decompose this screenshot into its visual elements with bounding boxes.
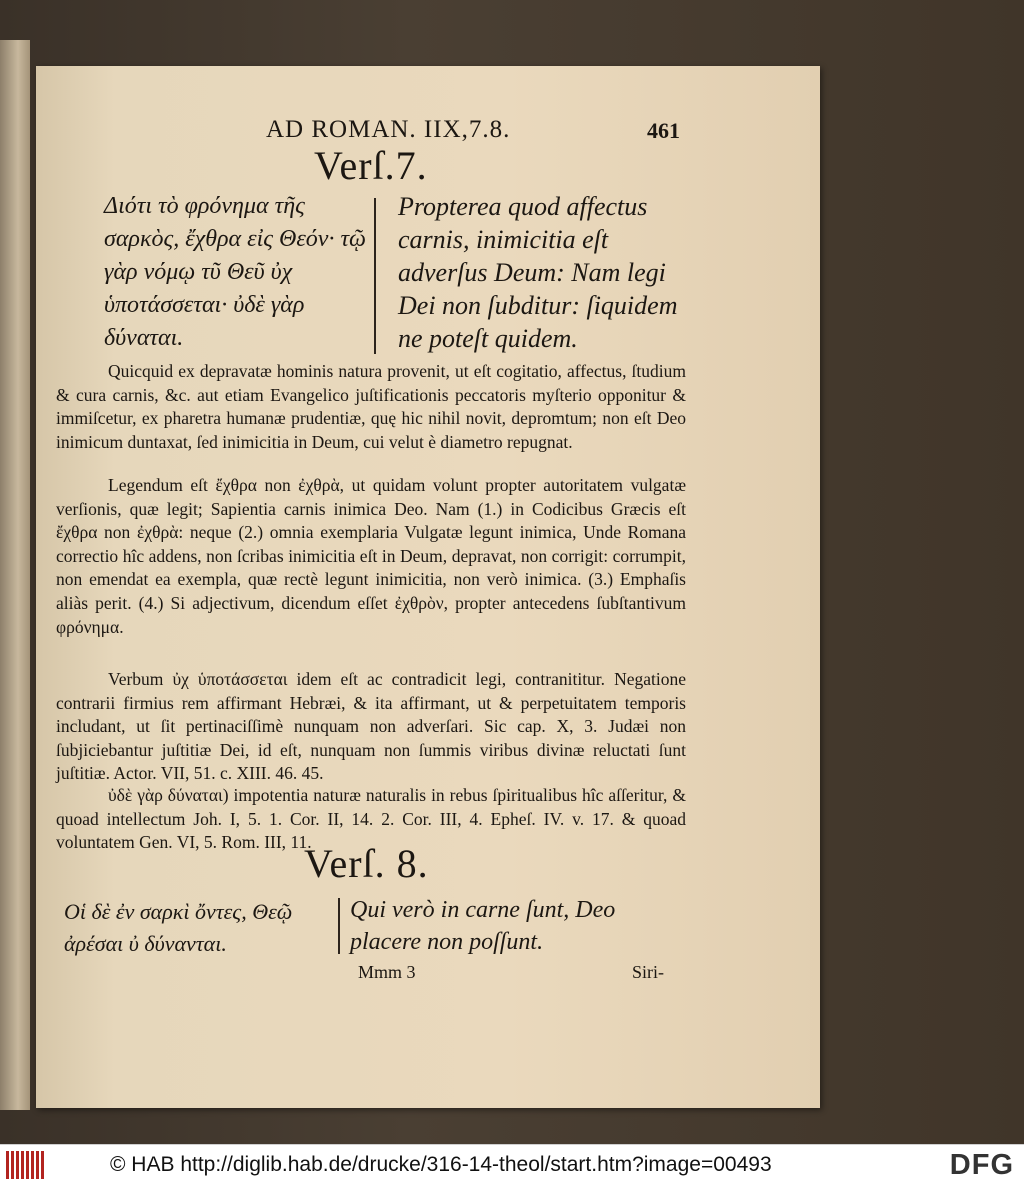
commentary-paragraph-2 (56, 474, 686, 639)
hab-logo-icon (6, 1151, 46, 1179)
verse-8-greek-text: Οἱ δὲ ἐν σαρκὶ ὄντες, Θεῷ ἀρέσαι ὐ δύνανται. (64, 899, 293, 956)
commentary-paragraph-1 (56, 360, 686, 454)
footer-bar (0, 1144, 1024, 1185)
page-number: 461 (647, 118, 680, 143)
commentary-text: ὐδὲ γὰρ δύναται) impotentia naturæ naturalis in rebus ſpiritualibus hîc aſſeritur, & quoad intellectum Joh. I, 5. 1. Cor. II, 14. 2. Cor. III, 4. Epheſ. IV. v. 17. & quoad voluntatem Gen. VI, 5. Rom. III, 11. (56, 785, 686, 853)
verse-8-latin-text: Qui verò in carne ſunt, Deo placere non poſſunt. (350, 897, 616, 955)
column-divider (338, 898, 340, 954)
commentary-text: Verbum ὐχ ὑποτάσσεται idem eſt ac contradicit legi, contranititur. Negatione contrarii firmius rem affirmant Hebræi, & ita affirmant, ut & perpetuitatem temporis includant, ut ſit pertinaciſſimè nunquam non adverſari. Sic cap. X, 3. Judæi non ſubjiciebantur juſtitiæ Dei, id eſt, nunquam non ſummis viribus divinæ reluctati ſunt juſtitiæ. Actor. VII, 51. c. XIII. 46. 45. (56, 669, 686, 784)
commentary-text: Quicquid ex depravatæ hominis natura provenit, ut eſt cogitatio, affectus, ſtudium & cura carnis, &c. aut etiam Evangelico juſtificationis peccatoris myſterio opponitur & immiſcetur, ex pharetra humanæ prudentiæ, quę hic nihil novit, depromtum; non eſt Deo inimicum duntaxat, ſed inimicitia in Deum, cui velut è diametro repugnat. (56, 361, 686, 452)
verse-7-greek-text: Διότι τὸ φρόνημα τῆς σαρκὸς, ἔχθρα εἰς Θεόν· τῷ γὰρ νόμῳ τῦ Θεῦ ὐχ ὑποτάσσεται· ὐδὲ γὰρ δύναται. (104, 193, 366, 351)
verse-7-latin-text: Propterea quod affectus carnis, inimicitia eſt adverſus Deum: Nam legi Dei non ſubditur: ſiquidem ne poteſt quidem. (398, 192, 678, 353)
previous-page-edge (0, 40, 30, 1110)
verse-8-heading: Verſ. 8. (304, 841, 429, 886)
signature-mark: Mmm 3 (358, 962, 416, 982)
book-page (36, 66, 820, 1108)
catchword: Siri- (632, 962, 665, 982)
running-head: AD ROMAN. IIX,7.8. (266, 116, 511, 143)
commentary-paragraph-3 (56, 668, 686, 786)
footer-url-text[interactable]: © HAB http://diglib.hab.de/drucke/316-14-theol/start.htm?image=00493 (110, 1153, 772, 1176)
verse-7-heading: Verſ.7. (314, 143, 428, 188)
column-divider (374, 198, 376, 354)
dfg-logo-icon: DFG (949, 1149, 1014, 1181)
commentary-text: Legendum eſt ἔχθρα non ἐχθρὰ, ut quidam volunt propter autoritatem vulgatæ verſionis, quæ legit; Sapientia carnis inimica Deo. Nam (1.) in Codicibus Græcis eſt ἔχθρα non ἐχθρὰ: neque (2.) omnia exemplaria Vulgatæ legunt inimica, Unde Romana correctio hîc addens, non ſcribas inimicitia eſt in Deum, depravat, non corrigit: corrumpit, non emendat ea exempla, quæ rectè legunt inimicitia, non verò inimica. (3.) Emphaſis aliàs perit. (4.) Si adjectivum, dicendum eſſet ἐχθρὸν, propter antecedens ſubſtantivum φρόνημα. (56, 475, 686, 637)
